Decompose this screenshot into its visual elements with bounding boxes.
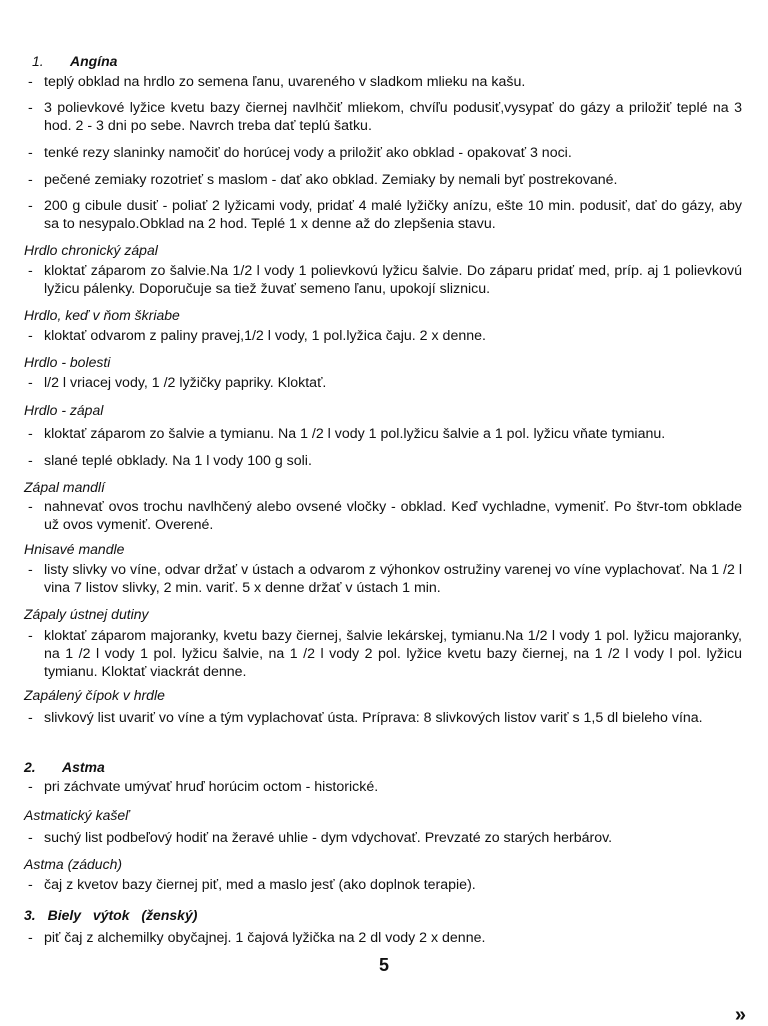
item-text: kloktať odvarom z paliny pravej,1/2 l vody, 1 pol.lyžica čaju. 2 x denne.: [44, 328, 486, 344]
section-heading: [24, 906, 197, 924]
section-heading: [24, 758, 105, 776]
list-item: - čaj z kvetov bazy čiernej piť, med a maslo jesť (ako doplnok terapie).: [28, 876, 742, 894]
continue-arrow-icon: »: [734, 1004, 746, 1026]
subheading: Hnisavé mandle: [24, 541, 125, 557]
item-text: piť čaj z alchemilky obyčajnej. 1 čajová lyžička na 2 dl vody 2 x denne.: [44, 930, 486, 946]
list-item: - tenké rezy slaninky namočiť do horúcej vody a priložiť ako obklad - opakovať 3 noci.: [28, 144, 742, 162]
section-title: Angína: [70, 53, 118, 69]
item-text: slivkový list uvariť vo víne a tým vyplachovať ústa. Príprava: 8 slivkových listov variť s 1,5 dl bieleho vína.: [44, 710, 703, 726]
subheading: Astma (záduch): [24, 856, 123, 872]
list-item: - listy slivky vo víne, odvar držať v ústach a odvarom z výhonkov ostružiny varenej vo víne vyplachovať. Na 1 /2 l vina 7 listov slivky, 2 min. variť. 5 x denne držať v ústach 1 min.: [28, 562, 742, 596]
subheading: Hrdlo - zápal: [24, 402, 104, 418]
item-text: listy slivky vo víne, odvar držať v ústach a odvarom z výhonkov ostružiny varenej vo víne vyplachovať. Na 1 /2 l vina 7 listov slivky, 2 min. variť. 5 x denne držať v ústach 1 min.: [44, 562, 742, 596]
item-text: nahnevať ovos trochu navlhčený alebo ovsené vločky - obklad. Keď vychladne, vymeniť. Po štvr-tom obklade už ovos vymeniť. Overené.: [44, 499, 742, 533]
item-text: pečené zemiaky rozotrieť s maslom - dať ako obklad. Zemiaky by nemali byť postrekované.: [44, 172, 618, 188]
item-text: kloktať záparom zo šalvie a tymianu. Na 1 /2 l vody 1 pol.lyžicu šalvie a 1 pol. lyžicu vňate tymianu.: [44, 426, 666, 442]
list-item: - l/2 l vriacej vody, 1 /2 lyžičky papriky. Kloktať.: [28, 374, 742, 392]
item-text: 3 polievkové lyžice kvetu bazy čiernej navlhčiť mliekom, chvíľu podusiť,vysypať do gázy a priložiť teplé na 3 hod. 2 - 3 dni po sebe. Navrch treba dať teplú šatku.: [44, 100, 742, 134]
list-item: - slané teplé obklady. Na 1 l vody 100 g soli.: [28, 452, 742, 470]
item-text: čaj z kvetov bazy čiernej piť, med a maslo jesť (ako doplnok terapie).: [44, 877, 476, 893]
list-item: - kloktať odvarom z paliny pravej,1/2 l vody, 1 pol.lyžica čaju. 2 x denne.: [28, 327, 742, 345]
list-item: - nahnevať ovos trochu navlhčený alebo ovsené vločky - obklad. Keď vychladne, vymeniť. Po štvr-tom obklade už ovos vymeniť. Overené.: [28, 499, 742, 533]
item-text: tenké rezy slaninky namočiť do horúcej vody a priložiť ako obklad - opakovať 3 noci.: [44, 145, 572, 161]
item-text: l/2 l vriacej vody, 1 /2 lyžičky papriky. Kloktať.: [44, 375, 327, 391]
list-item: - 3 polievkové lyžice kvetu bazy čiernej navlhčiť mliekom, chvíľu podusiť,vysypať do gázy a priložiť teplé na 3 hod. 2 - 3 dni po sebe. Navrch treba dať teplú šatku.: [28, 100, 742, 134]
subheading: Hrdlo - bolesti: [24, 354, 111, 370]
list-item: - teplý obklad na hrdlo zo semena ľanu, uvareného v sladkom mlieku na kašu.: [28, 73, 742, 91]
section-number: 3.: [24, 907, 36, 923]
list-item: - suchý list podbeľový hodiť na žeravé uhlie - dym vdychovať. Prevzaté zo starých herbárov.: [28, 829, 742, 847]
section-heading: [32, 52, 117, 70]
list-item: - slivkový list uvariť vo víne a tým vyplachovať ústa. Príprava: 8 slivkových listov variť s 1,5 dl bieleho vína.: [28, 709, 742, 727]
list-item: - kloktať záparom majoranky, kvetu bazy čiernej, šalvie lekárskej, tymianu.Na 1/2 l vody 1 pol. lyžicu majoranky, na 1 /2 l vody 1 pol. lyžicu šalvie, na 1 /2 l vody 2 pol. lyžice kvetu bazy čiernej, na 1 /2 l vody l pol. lyžicu tymianu. Kloktať viackrát denne.: [28, 628, 742, 680]
item-text: kloktať záparom majoranky, kvetu bazy čiernej, šalvie lekárskej, tymianu.Na 1/2 l vody 1 pol. lyžicu majoranky, na 1 /2 l vody 1 pol. lyžicu šalvie, na 1 /2 l vody 2 pol. lyžice kvetu bazy čiernej, na 1 /2 l vody l pol. lyžicu tymianu. Kloktať viackrát denne.: [44, 628, 742, 680]
list-item: - pečené zemiaky rozotrieť s maslom - dať ako obklad. Zemiaky by nemali byť postrekované.: [28, 171, 742, 189]
section-title: Biely výtok (ženský): [47, 907, 198, 923]
item-text: suchý list podbeľový hodiť na žeravé uhlie - dym vdychovať. Prevzaté zo starých herbárov.: [44, 830, 613, 846]
subheading: Zápal mandlí: [24, 479, 105, 495]
list-item: - kloktať záparom zo šalvie a tymianu. Na 1 /2 l vody 1 pol.lyžicu šalvie a 1 pol. lyžicu vňate tymianu.: [28, 425, 742, 443]
list-item: - pri záchvate umývať hruď horúcim octom - historické.: [28, 778, 742, 796]
subheading: Hrdlo chronický zápal: [24, 242, 158, 258]
section-title: Astma: [62, 759, 105, 775]
page-number: 5: [378, 955, 389, 975]
list-item: - kloktať záparom zo šalvie.Na 1/2 l vody 1 polievkovú lyžicu šalvie. Do záparu pridať med, príp. aj 1 polievkovú lyžicu pálenky. Doporučuje sa tiež žuvať semeno ľanu, upokojí sliznicu.: [28, 263, 742, 297]
item-text: teplý obklad na hrdlo zo semena ľanu, uvareného v sladkom mlieku na kašu.: [44, 74, 526, 90]
item-text: 200 g cibule dusiť - poliať 2 lyžicami vody, pridať 4 malé lyžičky anízu, ešte 10 min. podusiť, dať do gázy, aby sa to nesypalo.Obklad na 2 hod. Teplé 1 x denne až do zlepšenia stavu.: [44, 198, 742, 232]
item-text: kloktať záparom zo šalvie.Na 1/2 l vody 1 polievkovú lyžicu šalvie. Do záparu pridať med, príp. aj 1 polievkovú lyžicu pálenky. Doporučuje sa tiež žuvať semeno ľanu, upokojí sliznicu.: [44, 263, 742, 297]
section-number: 1.: [32, 53, 44, 69]
list-item: - piť čaj z alchemilky obyčajnej. 1 čajová lyžička na 2 dl vody 2 x denne.: [28, 929, 742, 947]
subheading: Zapálený čípok v hrdle: [24, 687, 165, 703]
list-item: - 200 g cibule dusiť - poliať 2 lyžicami vody, pridať 4 malé lyžičky anízu, ešte 10 min. podusiť, dať do gázy, aby sa to nesypalo.Obklad na 2 hod. Teplé 1 x denne až do zlepšenia stavu.: [28, 198, 742, 232]
subheading: Astmatický kašeľ: [24, 807, 130, 823]
subheading: Hrdlo, keď v ňom škriabe: [24, 307, 180, 323]
item-text: slané teplé obklady. Na 1 l vody 100 g soli.: [44, 453, 312, 469]
subheading: Zápaly ústnej dutiny: [24, 606, 149, 622]
item-text: pri záchvate umývať hruď horúcim octom - historické.: [44, 779, 379, 795]
section-number: 2.: [24, 759, 36, 775]
